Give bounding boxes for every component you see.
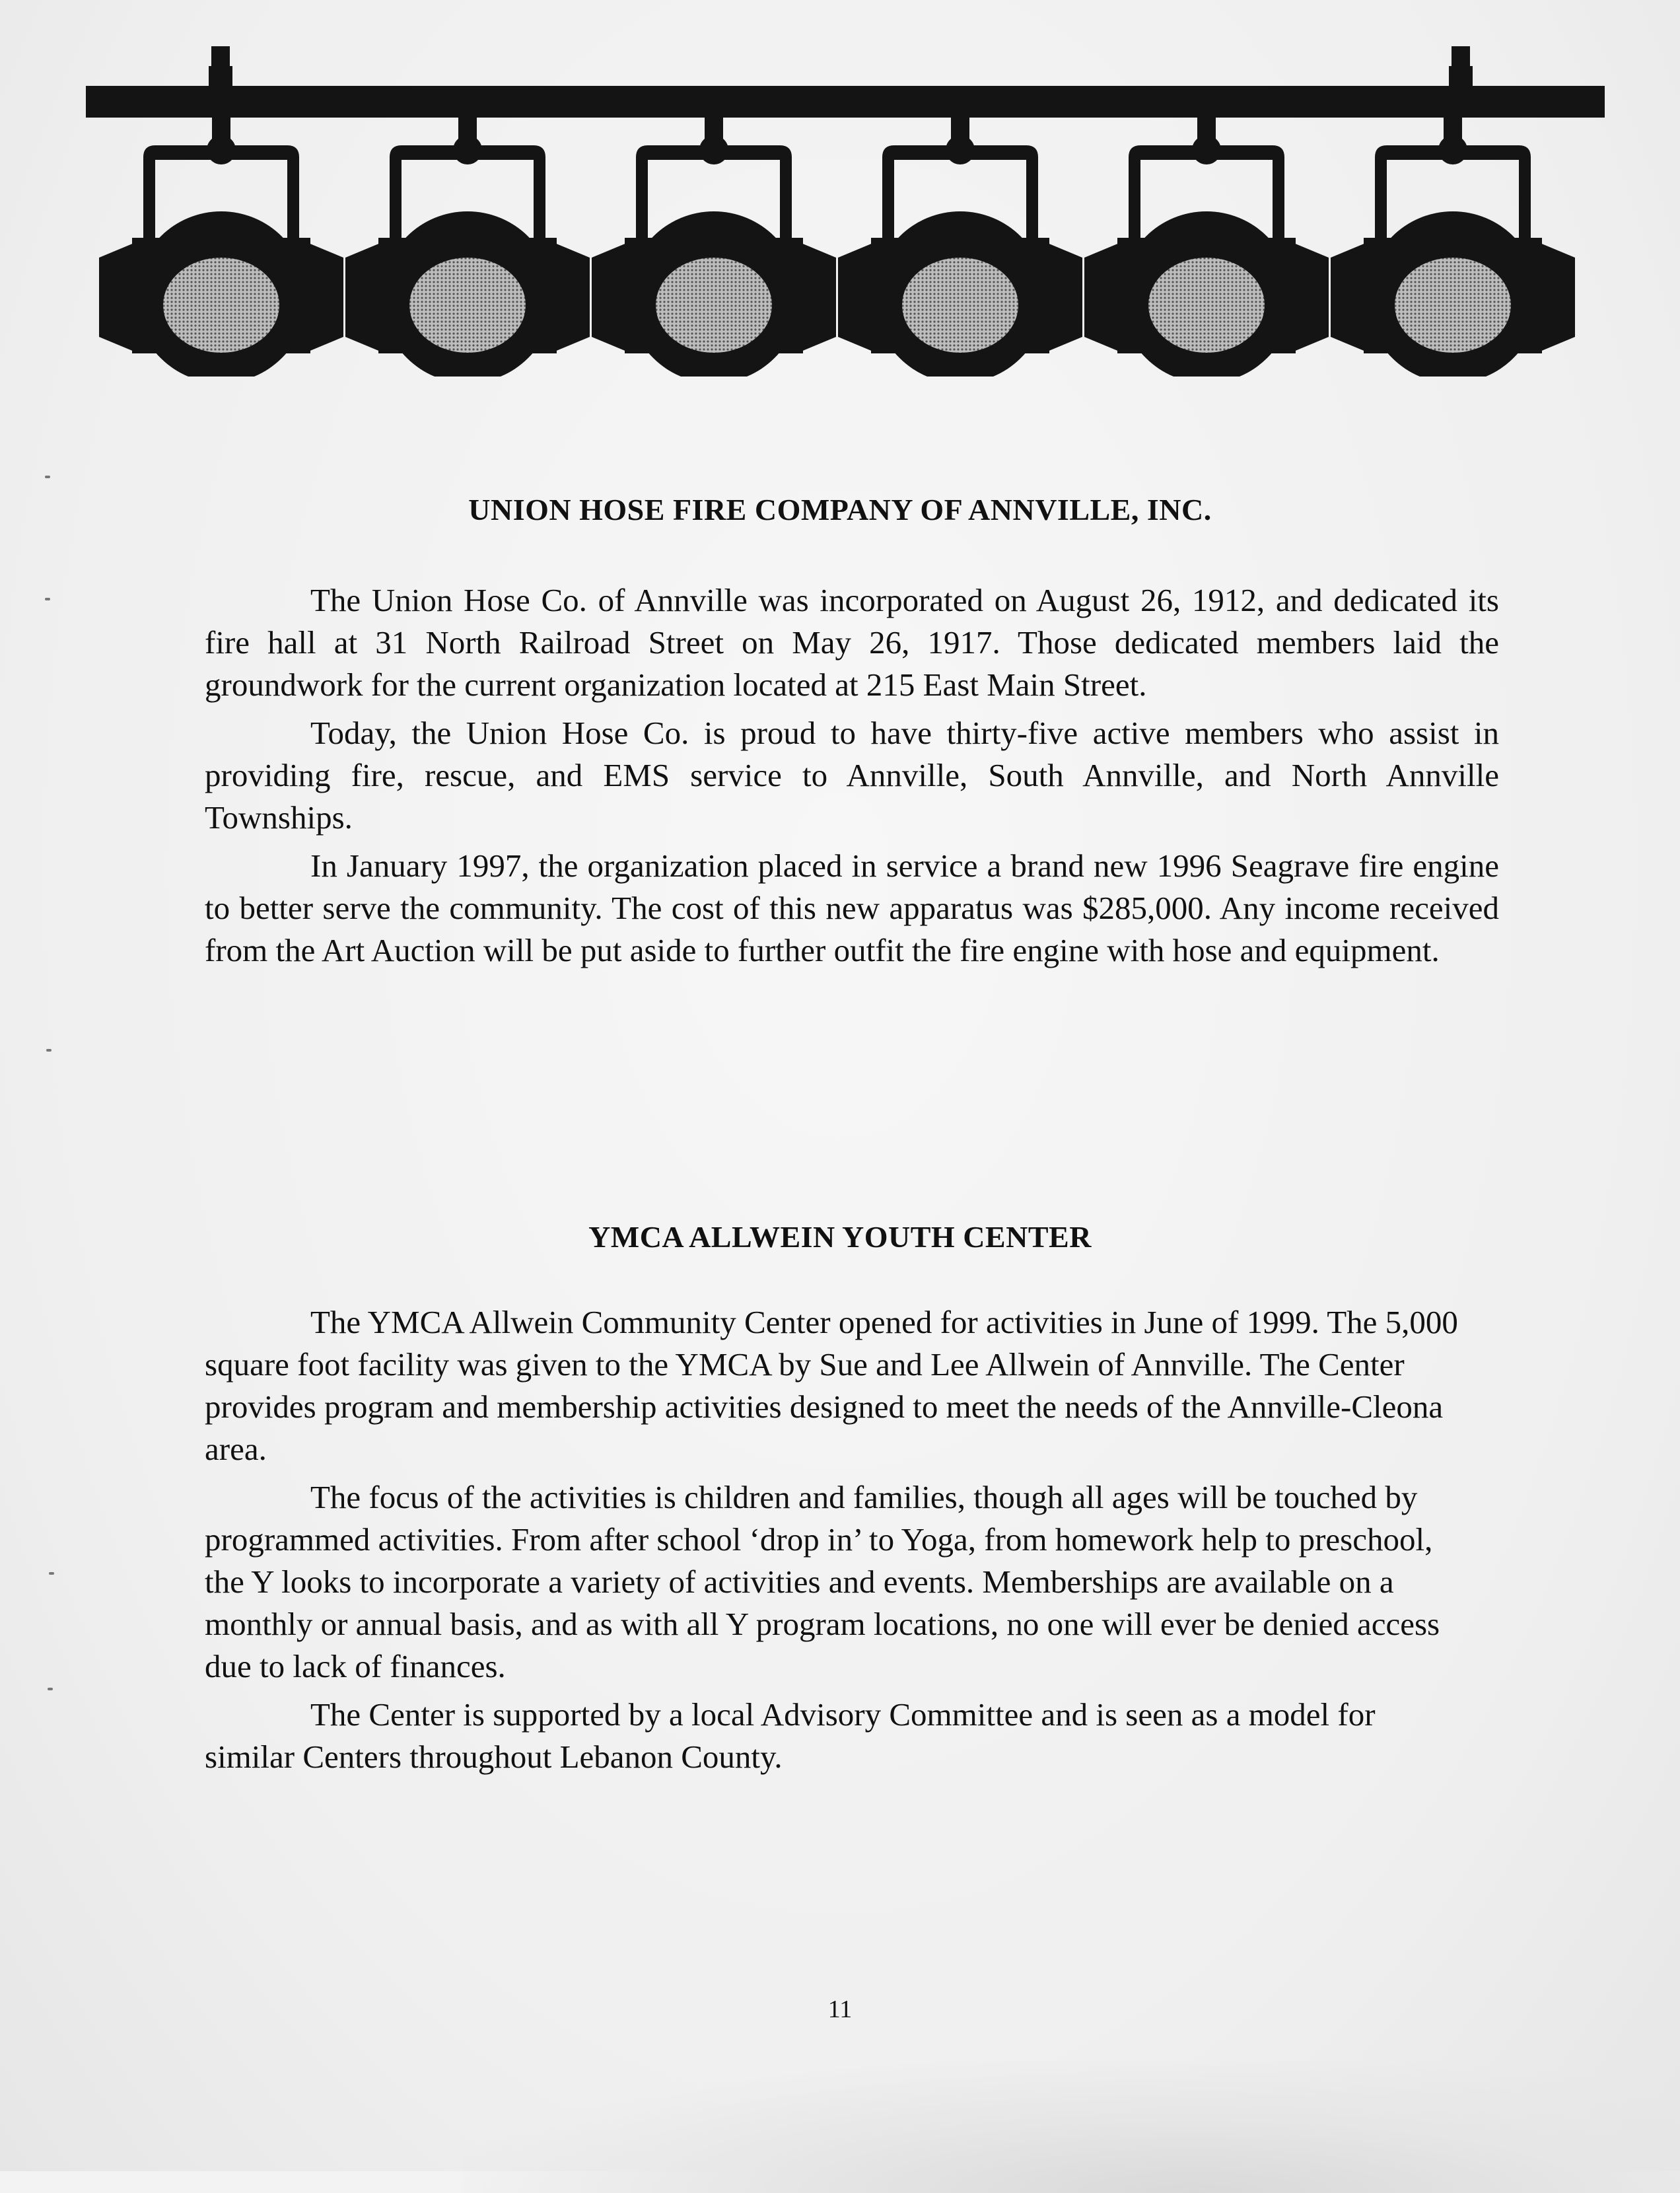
ymca-body xyxy=(205,1301,1473,1784)
section-heading-union-hose: UNION HOSE FIRE COMPANY OF ANNVILLE, INC. xyxy=(468,493,1212,526)
scan-speck xyxy=(45,598,50,600)
page-number: 11 xyxy=(827,1995,853,2023)
paragraph: Today, the Union Hose Co. is proud to have thirty-five active members who assist in providing fire, rescue, and EMS service to Annville, South Annville, and North Annville Townships. xyxy=(205,715,1499,836)
page-curl-shadow xyxy=(462,2061,1680,2193)
scan-speck xyxy=(49,1572,54,1575)
scan-speck xyxy=(45,476,50,478)
scan-speck xyxy=(48,1688,53,1690)
paragraph: The Union Hose Co. of Annville was incorporated on August 26, 1912, and dedicated its fire hall at 31 North Railroad Street on May 26, 1917. Those dedicated members laid the groundwork for the current organization located at 215 East Main Street. xyxy=(205,582,1499,703)
section-heading-ymca: YMCA ALLWEIN YOUTH CENTER xyxy=(588,1220,1092,1254)
union-hose-body xyxy=(205,579,1499,978)
stage-spotlights-icon xyxy=(86,46,1605,377)
scan-speck xyxy=(46,1049,52,1052)
paragraph: The Center is supported by a local Advisory Committee and is seen as a model for similar Centers throughout Lebanon County. xyxy=(205,1696,1376,1775)
paragraph: The YMCA Allwein Community Center opened for activities in June of 1999. The 5,000 square foot facility was given to the YMCA by Sue and Lee Allwein of Annville. The Center provides program and membership activities designed to meet the needs of the Annville-Cleona area. xyxy=(205,1304,1458,1467)
paragraph: The focus of the activities is children and families, though all ages will be touched by programmed activities. From after school ‘drop in’ to Yoga, from homework help to preschool, the Y looks to incorporate a variety of activities and events. Memberships are available on a monthly or annual basis, and as with all Y program locations, no one will ever be denied access due to lack of finances. xyxy=(205,1479,1440,1684)
paragraph: In January 1997, the organization placed in service a brand new 1996 Seagrave fire engine to better serve the community. The cost of this new apparatus was $285,000. Any income received from the Art Auction will be put aside to further outfit the fire engine with hose and equipment. xyxy=(205,847,1499,968)
